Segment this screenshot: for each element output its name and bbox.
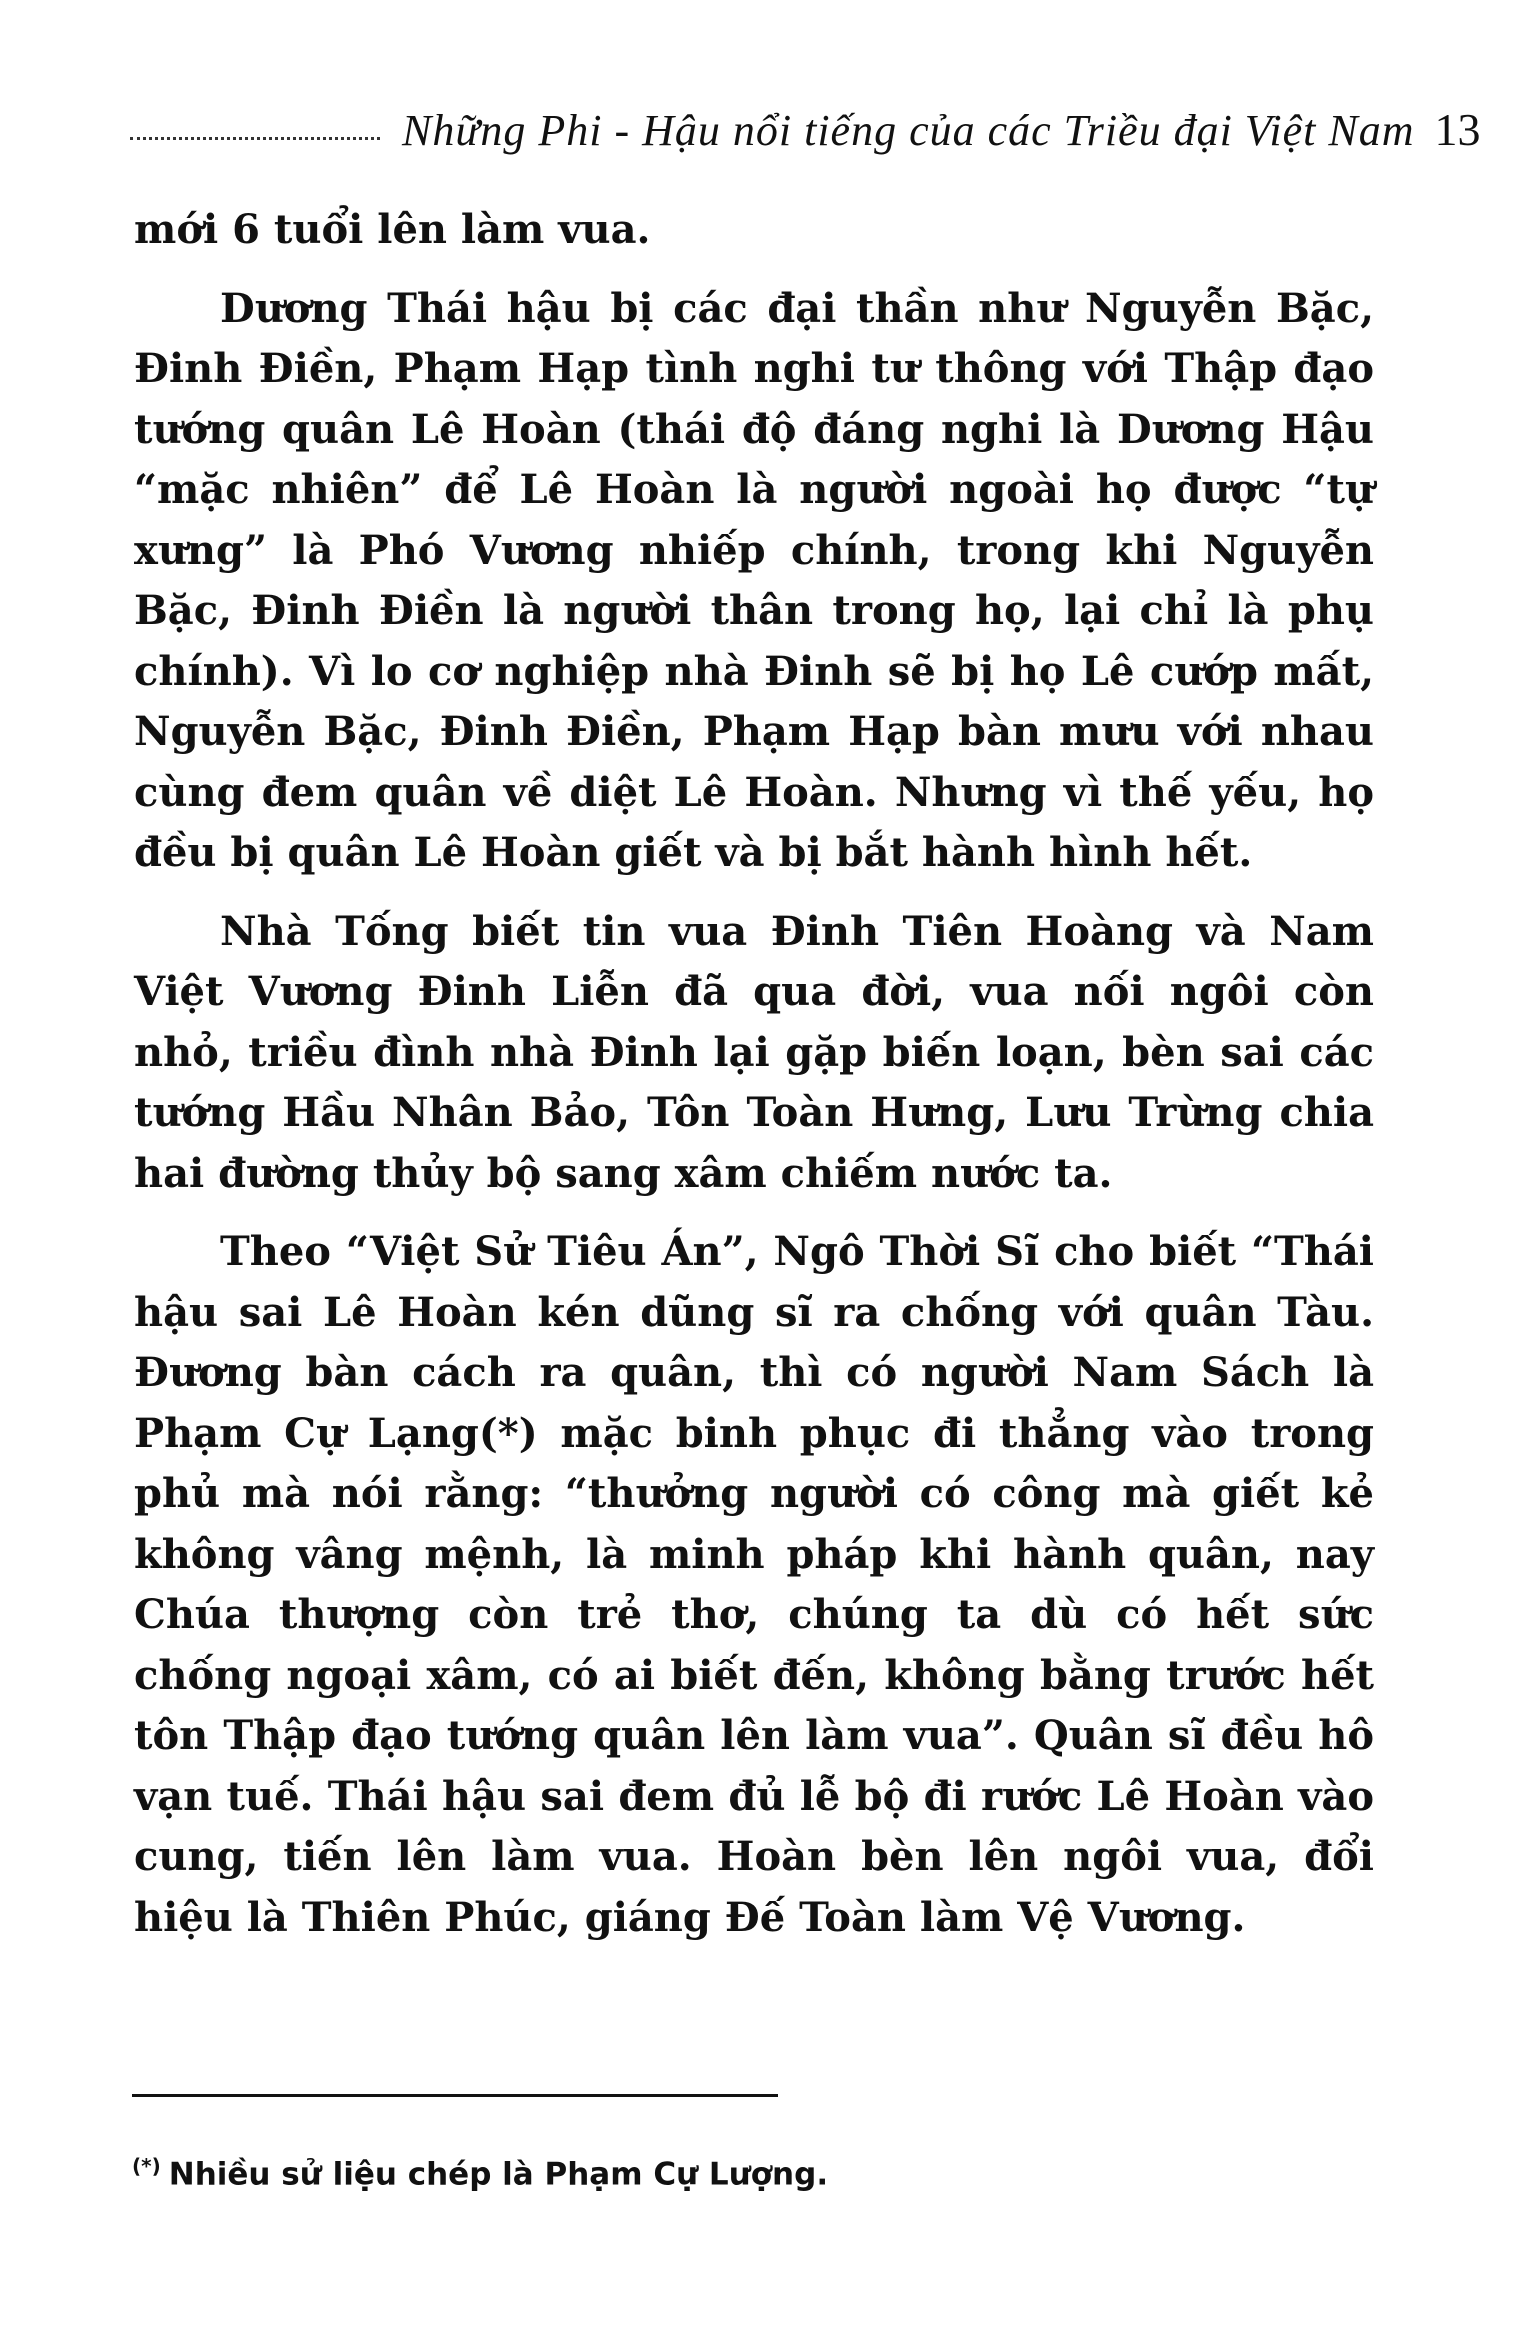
running-head-title: Những Phi - Hậu nổi tiếng của các Triều đại Việt Nam xyxy=(402,106,1415,155)
footnote-divider xyxy=(132,2094,778,2097)
paragraph-2: Dương Thái hậu bị các đại thần như Nguyễn Bặc, Đinh Điền, Phạm Hạp tình nghi tư thông với Thập đạo tướng quân Lê Hoàn (thái độ đáng nghi là Dương Hậu “mặc nhiên” để Lê Hoàn là người ngoài họ được “tự xưng” là Phó Vương nhiếp chính, trong khi Nguyễn Bặc, Đinh Điền là người thân trong họ, lại chỉ là phụ chính). Vì lo cơ nghiệp nhà Đinh sẽ bị họ Lê cướp mất, Nguyễn Bặc, Đinh Điền, Phạm Hạp bàn mưu với nhau cùng đem quân về diệt Lê Hoàn. Nhưng vì thế yếu, họ đều bị quân Lê Hoàn giết và bị bắt hành hình hết. xyxy=(134,284,1374,876)
page-number: 13 xyxy=(1434,104,1481,155)
running-head xyxy=(130,96,1481,156)
running-head-dotted-leader xyxy=(130,137,380,140)
footnote xyxy=(132,2146,1372,2194)
footnote-text: Nhiều sử liệu chép là Phạm Cự Lượng. xyxy=(168,2156,829,2193)
paragraph-1: mới 6 tuổi lên làm vua. xyxy=(134,206,651,253)
footnote-marker: (*) xyxy=(132,2154,161,2178)
body-text xyxy=(134,200,1374,1966)
paragraph-4: Theo “Việt Sử Tiêu Án”, Ngô Thời Sĩ cho biết “Thái hậu sai Lê Hoàn kén dũng sĩ ra chống với quân Tàu. Đương bàn cách ra quân, thì có người Nam Sách là Phạm Cự Lạng(*) mặc binh phục đi thẳng vào trong phủ mà nói rằng: “thưởng người có công mà giết kẻ không vâng mệnh, là minh pháp khi hành quân, nay Chúa thượng còn trẻ thơ, chúng ta dù có hết sức chống ngoại xâm, có ai biết đến, không bằng trước hết tôn Thập đạo tướng quân lên làm vua”. Quân sĩ đều hô vạn tuế. Thái hậu sai đem đủ lễ bộ đi rước Lê Hoàn vào cung, tiến lên làm vua. Hoàn bèn lên ngôi vua, đổi hiệu là Thiên Phúc, giáng Đế Toàn làm Vệ Vương. xyxy=(134,1228,1374,1941)
paragraph-3: Nhà Tống biết tin vua Đinh Tiên Hoàng và Nam Việt Vương Đinh Liễn đã qua đời, vua nối ngôi còn nhỏ, triều đình nhà Đinh lại gặp biến loạn, bèn sai các tướng Hầu Nhân Bảo, Tôn Toàn Hưng, Lưu Trừng chia hai đường thủy bộ sang xâm chiếm nước ta. xyxy=(134,907,1374,1197)
